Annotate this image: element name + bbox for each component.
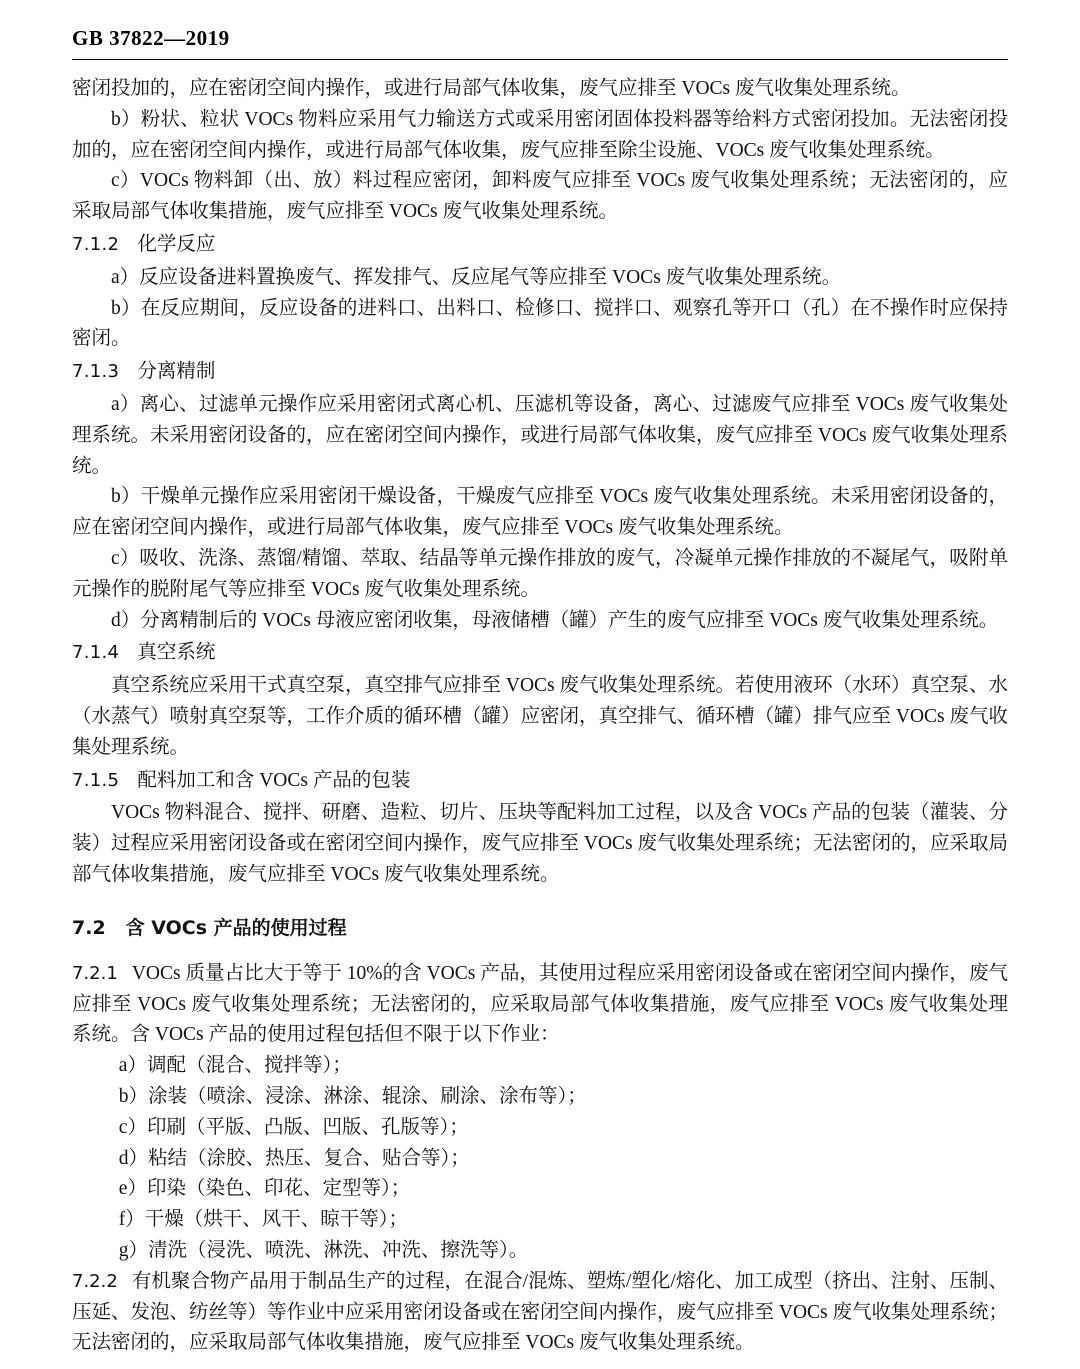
paragraph-7-1-4: 真空系统应采用干式真空泵，真空排气应排至 VOCs 废气收集处理系统。若使用液环（水环）真空泵、水（水蒸气）喷射真空泵等，工作介质的循环槽（罐）应密闭，真空排气、循环槽（罐）排气应至 VOCs 废气收集处理系统。	[72, 675, 1009, 758]
clause-number-7-2-1: 7.2.1	[72, 962, 118, 984]
list-item: c）印刷（平版、凸版、凹版、孔版等）；	[118, 1116, 469, 1138]
document-body	[72, 74, 1008, 1359]
section-heading-7-2	[72, 913, 1008, 943]
clause-heading-7-1-2	[72, 230, 1008, 261]
list-item: e）印染（染色、印花、定型等）；	[118, 1178, 411, 1200]
clause-title: 真空系统	[137, 642, 216, 664]
clause-number: 7.1.3	[72, 361, 120, 383]
header-rule	[72, 59, 1008, 60]
list-item-c-material: c）VOCs 物料卸（出、放）料过程应密闭，卸料废气应排至 VOCs 废气收集处理系统；无法密闭的，应采取局部气体收集措施，废气应排至 VOCs 废气收集处理系统。	[72, 170, 1008, 223]
clause-heading-7-1-4	[72, 638, 1008, 669]
clause-heading-7-1-5	[72, 766, 1008, 797]
list-item: a）调配（混合、搅拌等）；	[118, 1055, 352, 1077]
list-item: g）清洗（浸洗、喷洗、淋洗、冲洗、擦洗等）。	[118, 1239, 529, 1261]
paragraph-continued: 密闭投加的，应在密闭空间内操作，或进行局部气体收集，废气应排至 VOCs 废气收集处理系统。	[72, 78, 911, 99]
clause-number: 7.1.2	[72, 233, 120, 255]
clause-text-7-2-1: VOCs 质量占比大于等于 10%的含 VOCs 产品，其使用过程应采用密闭设备或在密闭空间内操作，废气应排至 VOCs 废气收集处理系统；无法密闭的，应采取局部气体收集措施，废气应排至 VOCs 废气收集处理系统。含 VOCs 产品的使用过程包括但不限于以下作业：	[72, 962, 1008, 1046]
paragraph-7-2-1	[72, 959, 1008, 1051]
list-item: f）干燥（烘干、风干、晾干等）；	[118, 1209, 409, 1231]
clause-number: 7.1.4	[72, 642, 120, 664]
clause-title: 化学反应	[137, 233, 216, 255]
clause-title: 分离精制	[137, 361, 216, 383]
clause-number: 7.1.5	[72, 769, 120, 791]
list-item: b）涂装（喷涂、浸涂、淋涂、辊涂、刷涂、涂布等）；	[118, 1085, 587, 1107]
clause-number-7-2-2: 7.2.2	[72, 1270, 118, 1292]
page-header: GB 37822—2019	[72, 26, 230, 50]
clause-text-7-2-2: 有机聚合物产品用于制品生产的过程，在混合/混炼、塑炼/塑化/熔化、加工成型（挤出、注射、压制、压延、发泡、纺丝等）等作业中应采用密闭设备或在密闭空间内操作，废气应排至 VOCs 废气收集处理系统；无法密闭的，应采取局部气体收集措施，废气应排至 VOCs 废气收集处理系统。	[72, 1270, 1009, 1354]
paragraph-7-2-2	[72, 1267, 1008, 1359]
list-item: d）粘结（涂胶、热压、复合、贴合等）；	[118, 1147, 470, 1169]
section-title: 含 VOCs 产品的使用过程	[125, 916, 347, 939]
list-item-713-a: a）离心、过滤单元操作应采用密闭式离心机、压滤机等设备，离心、过滤废气应排至 VOCs 废气收集处理系统。未采用密闭设备的，应在密闭空间内操作，或进行局部气体收集，废气应排至 VOCs 废气收集处理系统。	[72, 393, 1009, 477]
list-item-713-c: c）吸收、洗涤、蒸馏/精馏、萃取、结晶等单元操作排放的废气，冷凝单元操作排放的不凝尾气，吸附单元操作的脱附尾气等应排至 VOCs 废气收集处理系统。	[72, 547, 1008, 600]
clause-heading-7-1-3	[72, 357, 1008, 388]
list-item-b-material: b）粉状、粒状 VOCs 物料应采用气力输送方式或采用密闭固体投料器等给料方式密闭投加。无法密闭投加的，应在密闭空间内操作，或进行局部气体收集，废气应排至除尘设施、VOCs 废气收集处理系统。	[72, 108, 1008, 161]
section-number: 7.2	[72, 916, 106, 939]
list-item-712-b: b）在反应期间，反应设备的进料口、出料口、检修口、搅拌口、观察孔等开口（孔）在不操作时应保持密闭。	[72, 297, 1008, 350]
list-item-712-a: a）反应设备进料置换废气、挥发排气、反应尾气等应排至 VOCs 废气收集处理系统。	[111, 266, 842, 288]
clause-title: 配料加工和含 VOCs 产品的包装	[137, 769, 411, 791]
paragraph-7-1-5: VOCs 物料混合、搅拌、研磨、造粒、切片、压块等配料加工过程，以及含 VOCs 产品的包装（灌装、分装）过程应采用密闭设备或在密闭空间内操作，废气应排至 VOCs 废气收集处理系统；无法密闭的，应采取局部气体收集措施，废气应排至 VOCs 废气收集处理系统。	[72, 802, 1009, 885]
list-item-713-d: d）分离精制后的 VOCs 母液应密闭收集，母液储槽（罐）产生的废气应排至 VOCs 废气收集处理系统。	[111, 609, 999, 631]
list-item-713-b: b）干燥单元操作应采用密闭干燥设备，干燥废气应排至 VOCs 废气收集处理系统。未采用密闭设备的，应在密闭空间内操作，或进行局部气体收集，废气应排至 VOCs 废气收集处理系统。	[72, 486, 1008, 539]
